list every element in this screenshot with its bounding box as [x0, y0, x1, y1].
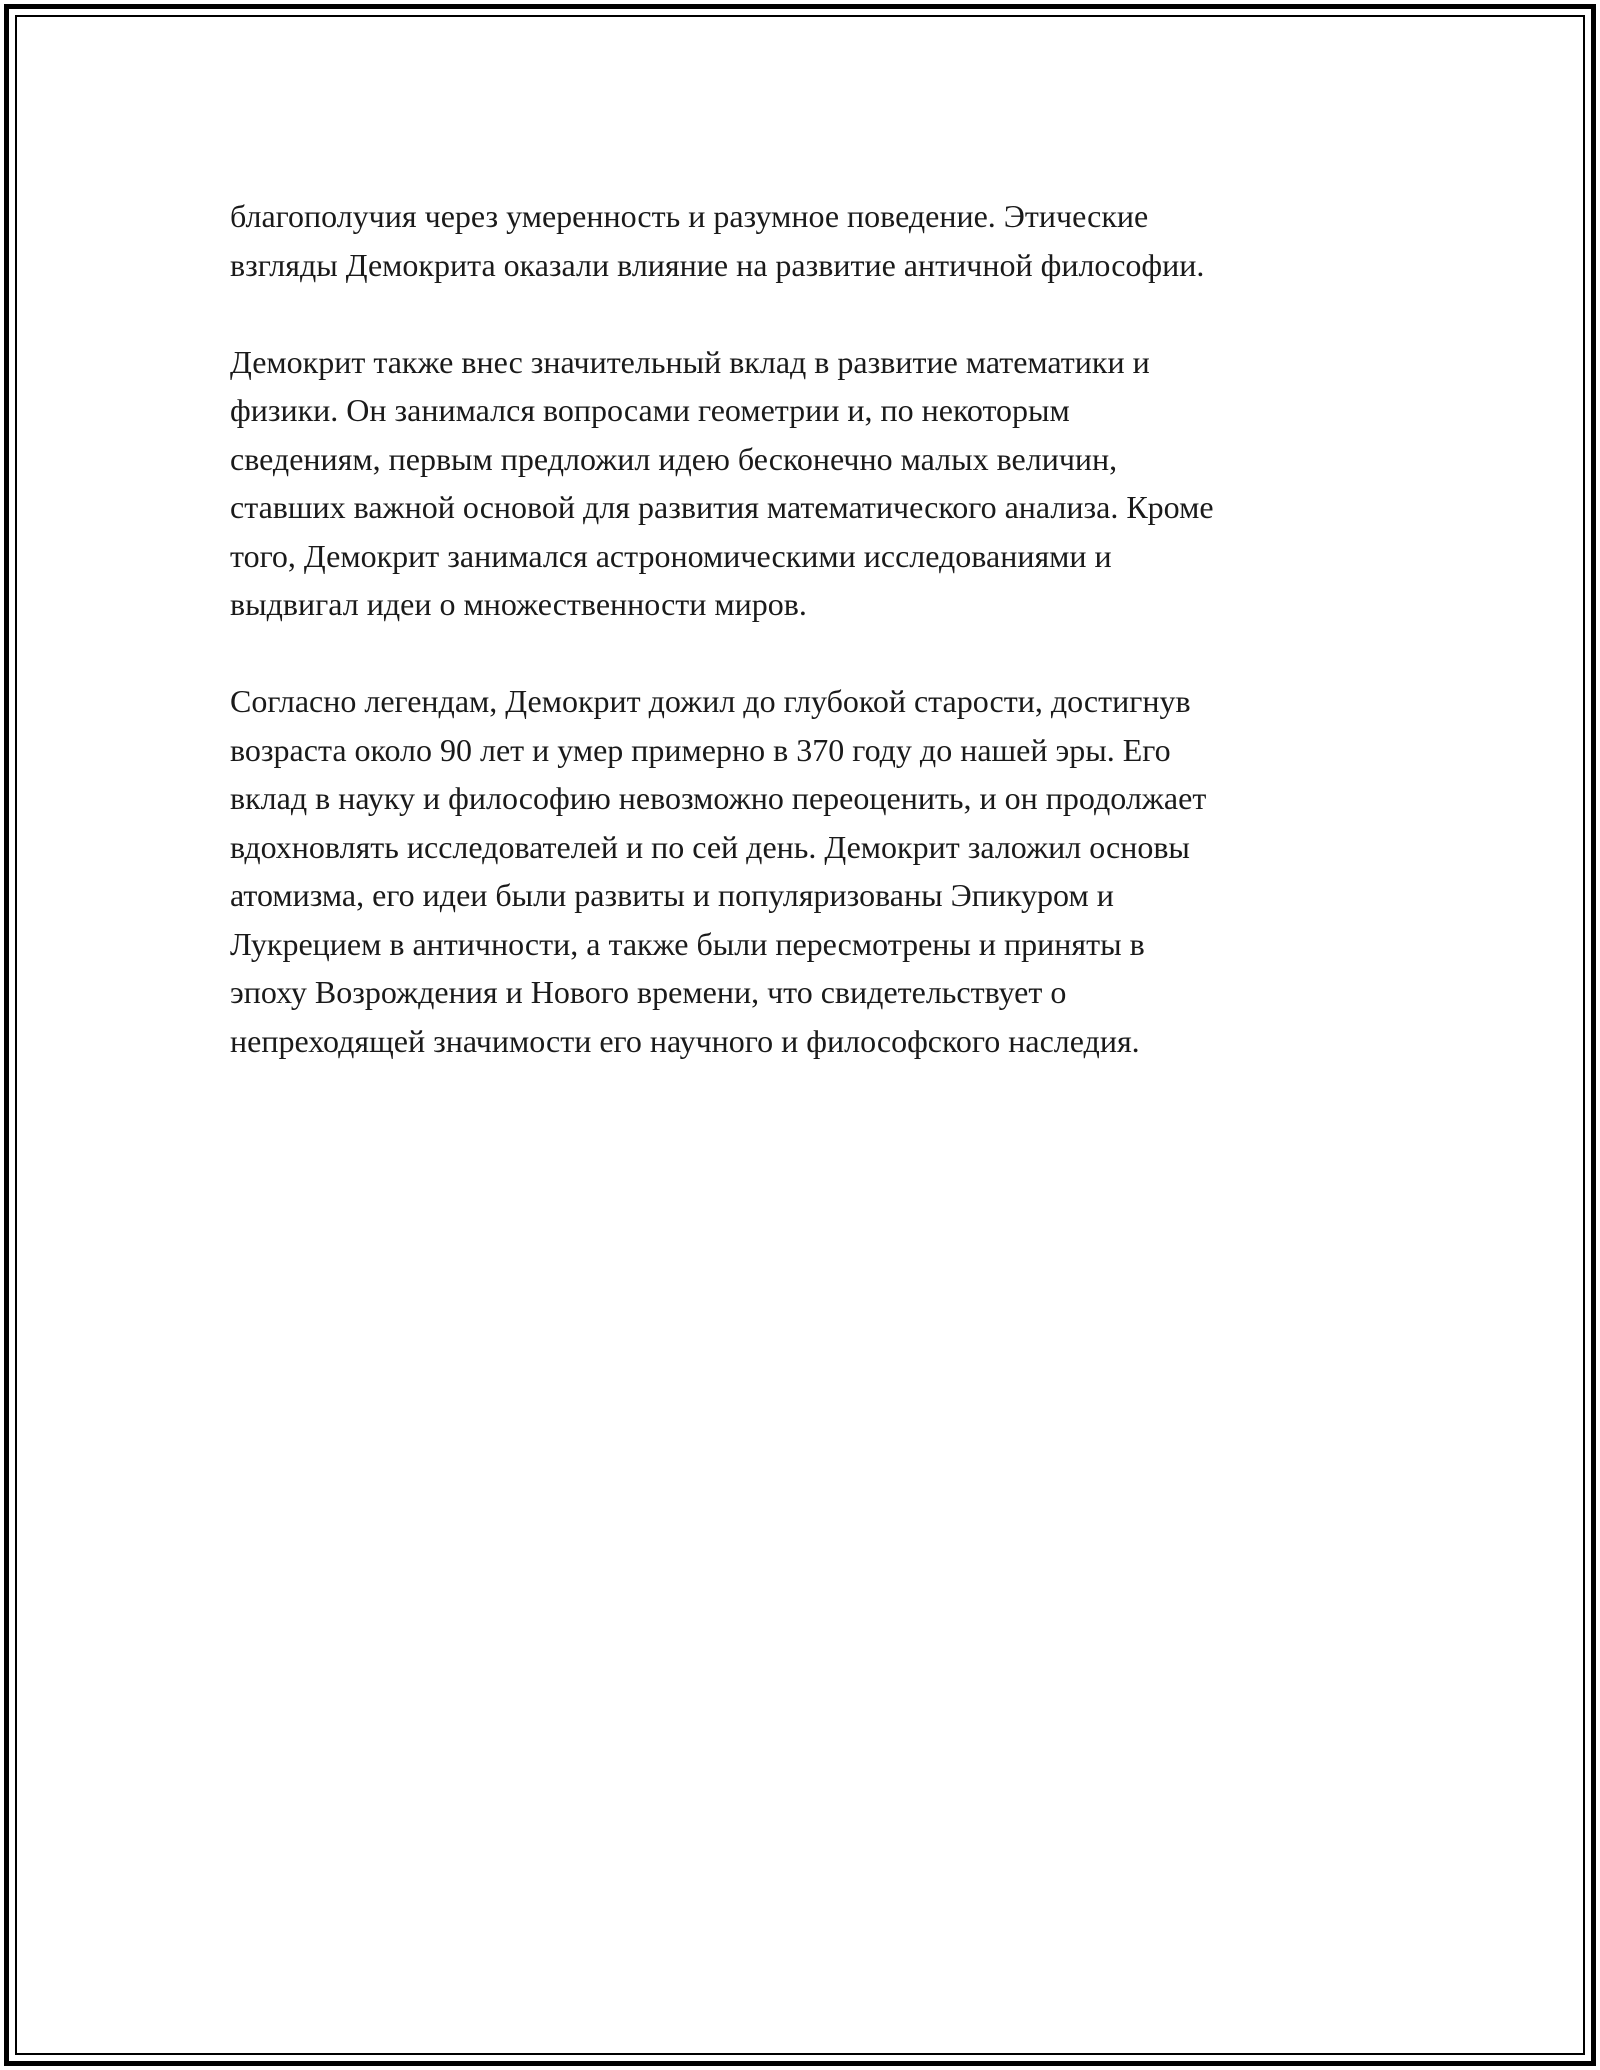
document-page [4, 4, 1596, 2066]
document-body [230, 192, 1380, 1114]
paragraph-ethics: благополучия через умеренность и разумное поведение. Этические взгляды Демокрита оказали влияние на развитие античной философии. [230, 198, 1205, 283]
paragraph-mathematics: Демокрит также внес значительный вклад в развитие математики и физики. Он занимался вопросами геометрии и, по некоторым сведениям, первым предложил идею бесконечно малых величин, ставших важной основой для развития математического анализа. Кроме того, Демокрит занимался астрономическими исследованиями и выдвигал идеи о множественности миров. [230, 343, 1214, 622]
paragraph-legacy: Согласно легендам, Демокрит дожил до глубокой старости, достигнув возраста около 90 лет и умер примерно в 370 году до нашей эры. Его вклад в науку и философию невозможно переоценить, и он продолжает вдохновлять исследователей и по сей день. Демокрит заложил основы атомизма, его идеи были развиты и популяризованы Эпикуром и Лукрецием в античности, а также были пересмотрены и приняты в эпоху Возрождения и Нового времени, что свидетельствует о непреходящей значимости его научного и философского наследия. [230, 683, 1207, 1059]
